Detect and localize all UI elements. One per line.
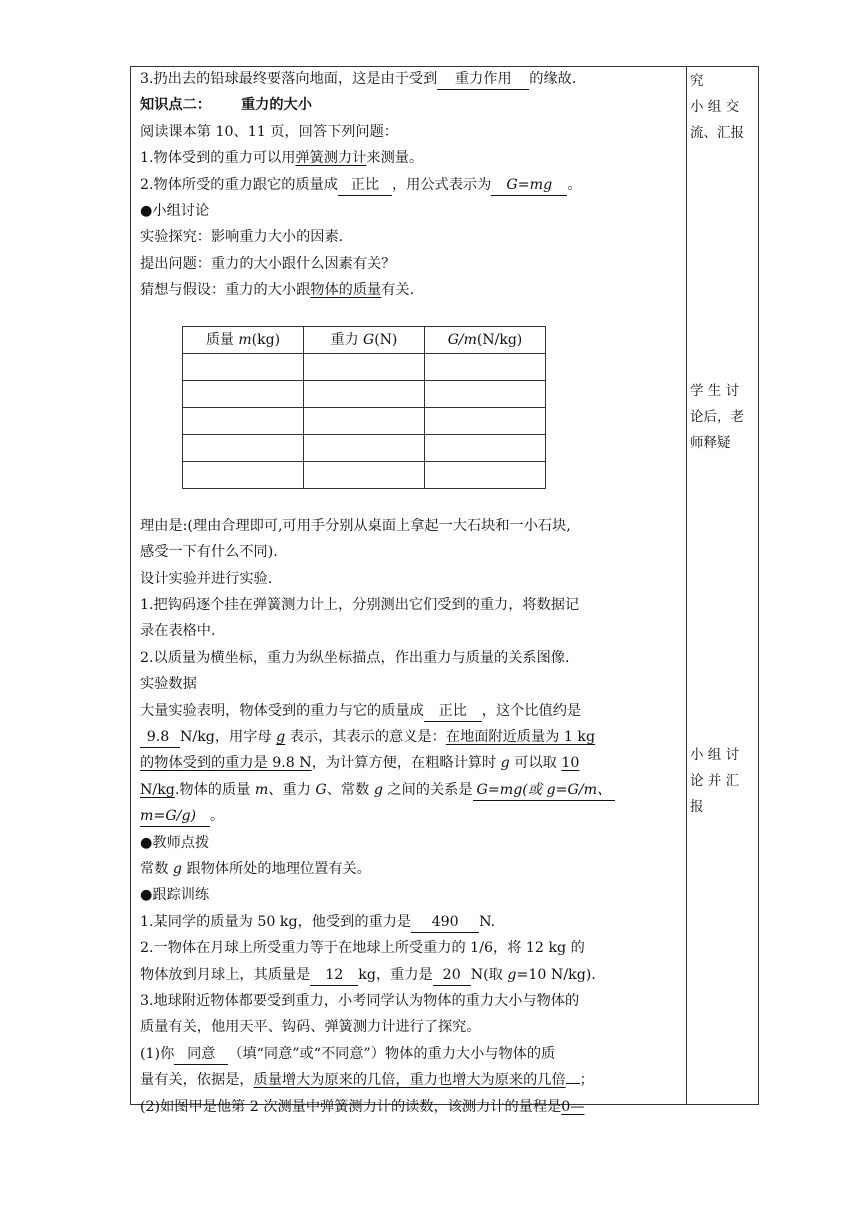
conclusion-line-5 bbox=[140, 803, 680, 829]
header-ratio: G/m(N/kg) bbox=[425, 326, 546, 353]
answer-blank: 490 bbox=[411, 912, 479, 933]
text: ； bbox=[579, 1072, 594, 1089]
conclusion-line-4 bbox=[140, 777, 680, 803]
answer-underline: 在地面附近质量为 1 kg bbox=[445, 729, 596, 746]
text: 1.某同学的质量为 50 kg，他受到的重力是 bbox=[140, 913, 412, 930]
text: ，用公式表示为 bbox=[391, 176, 492, 193]
side-note-line: 小 组 讨 bbox=[690, 747, 740, 763]
training-3-line-1: 3.地球附近物体都要受到重力，小考同学认为物体的重力大小与物体的 bbox=[140, 992, 580, 1009]
symbol-g: g bbox=[276, 729, 286, 746]
training-3-line-5 bbox=[140, 1094, 680, 1120]
table-cell[interactable] bbox=[425, 353, 546, 380]
text: N. bbox=[479, 913, 496, 930]
text: 有关. bbox=[381, 282, 415, 299]
heading-label: 知识点二： bbox=[140, 97, 211, 114]
group-discussion-heading: ●小组讨论 bbox=[140, 202, 210, 219]
table-row bbox=[183, 380, 546, 407]
knowledge-point-heading bbox=[140, 92, 680, 118]
experiment-line: 实验探究：影响重力大小的因素. bbox=[140, 229, 344, 246]
training-3-line-4 bbox=[140, 1067, 680, 1093]
table-cell[interactable] bbox=[304, 353, 425, 380]
text: 常数 bbox=[140, 861, 173, 877]
symbol-g: g bbox=[172, 861, 182, 877]
answer-blank: G=mg(或 g=G/m、 bbox=[473, 780, 616, 801]
answer-blank: 20 bbox=[433, 965, 471, 986]
answer-underline: 质量增大为原来的几倍，重力也增大为原来的几倍 bbox=[253, 1072, 566, 1089]
side-note-line: 学 生 讨 bbox=[690, 383, 740, 399]
answer-underline: 的物体受到的重力是 9.8 N bbox=[140, 755, 312, 772]
teacher-guide-heading: ●教师点拨 bbox=[140, 834, 210, 851]
answer-underline: 0— bbox=[561, 1098, 585, 1115]
table-row bbox=[183, 407, 546, 434]
text: 大量实验表明，物体受到的重力与它的质量成 bbox=[140, 702, 424, 719]
text: 。 bbox=[210, 808, 225, 825]
answer-blank: 9.8 bbox=[140, 727, 180, 748]
teacher-note bbox=[140, 856, 680, 882]
symbol-G: G bbox=[315, 781, 327, 798]
question-2 bbox=[140, 172, 680, 198]
table-row bbox=[183, 461, 546, 488]
text: 来测量。 bbox=[366, 150, 424, 167]
table-cell[interactable] bbox=[183, 434, 304, 461]
read-instruction: 阅读课本第 10、11 页，回答下列问题： bbox=[140, 123, 398, 140]
training-2-line-2 bbox=[140, 962, 680, 988]
answer-underline: 物体的质量 bbox=[310, 282, 382, 299]
text: 量有关，依据是， bbox=[140, 1072, 254, 1089]
table-row bbox=[183, 434, 546, 461]
table-cell[interactable] bbox=[425, 380, 546, 407]
step-2-line: 2.以质量为横坐标，重力为纵坐标描点，作出重力与质量的关系图像. bbox=[140, 649, 570, 666]
training-3-line-2: 质量有关，他用天平、钩码、弹簧测力计进行了探究。 bbox=[140, 1019, 481, 1036]
text: 猜想与假设：重力的大小跟 bbox=[140, 282, 311, 299]
data-title: 实验数据 bbox=[140, 676, 197, 693]
table-row bbox=[183, 353, 546, 380]
follow-training-heading: ●跟踪训练 bbox=[140, 887, 210, 904]
answer-blank: m=G/g) bbox=[140, 806, 210, 827]
side-note-line: 究 bbox=[690, 73, 704, 89]
answer-blank: 正比 bbox=[338, 175, 392, 196]
text: N/kg，用字母 bbox=[180, 729, 277, 746]
text: 、重力 bbox=[268, 781, 316, 798]
table-cell[interactable] bbox=[425, 407, 546, 434]
text: （填“同意”或“不同意”）物体的重力大小与物体的质 bbox=[228, 1045, 556, 1062]
table-header-row bbox=[183, 326, 546, 353]
answer-underline: 弹簧测力计 bbox=[295, 150, 367, 167]
text: (2)如图甲是他第 2 次测量中弹簧测力计的读数，该测力计的量程是 bbox=[140, 1098, 562, 1115]
question-line: 提出问题：重力的大小跟什么因素有关？ bbox=[140, 255, 396, 272]
conclusion-line-1 bbox=[140, 698, 680, 724]
table-cell[interactable] bbox=[304, 380, 425, 407]
table-cell[interactable] bbox=[425, 461, 546, 488]
data-table bbox=[182, 326, 546, 489]
text: 可以取 bbox=[509, 755, 562, 772]
side-note-line: 小 组 交 bbox=[690, 99, 740, 115]
design-line: 设计实验并进行实验. bbox=[140, 570, 273, 587]
step-1-line-1: 1.把钩码逐个挂在弹簧测力计上，分别测出它们受到的重力，将数据记 bbox=[140, 597, 580, 614]
answer-blank: 重力作用 bbox=[437, 69, 529, 90]
symbol-m: m bbox=[254, 781, 269, 798]
table-cell[interactable] bbox=[183, 461, 304, 488]
hypothesis-line bbox=[140, 277, 680, 303]
text: ，为计算方便，在粗略计算时 bbox=[311, 755, 501, 772]
side-note-discussion bbox=[690, 378, 756, 456]
side-note-line: 师释疑 bbox=[690, 435, 731, 451]
symbol-g: g bbox=[500, 755, 510, 772]
column-divider bbox=[686, 66, 687, 1105]
side-note-group-discussion bbox=[690, 742, 756, 820]
main-column bbox=[140, 66, 680, 1120]
training-2-line-1: 2.一物体在月球上所受重力等于在地球上所受重力的 1/6，将 12 kg 的 bbox=[140, 940, 585, 957]
question-1 bbox=[140, 145, 680, 171]
text: 之间的关系是 bbox=[382, 781, 473, 798]
reason-line-2: 感受一下有什么不同). bbox=[140, 544, 278, 561]
answer-blank bbox=[566, 1083, 580, 1084]
text: kg，重力是 bbox=[358, 966, 433, 983]
text: 物体放到月球上，其质量是 bbox=[140, 966, 311, 983]
answer-blank: 正比 bbox=[424, 701, 482, 722]
header-mass: 质量 m(kg) bbox=[183, 326, 304, 353]
reason-line-1: 理由是:(理由合理即可,可用手分别从桌面上拿起一大石块和一小石块, bbox=[140, 517, 571, 534]
intro-line bbox=[140, 66, 680, 92]
header-gravity: 重力 G(N) bbox=[304, 326, 425, 353]
answer-underline: N/kg bbox=[140, 781, 175, 798]
text: =10 N/kg). bbox=[516, 966, 596, 983]
text: 表示，其表示的意义是： bbox=[285, 729, 446, 746]
training-3-line-3 bbox=[140, 1041, 680, 1067]
side-note-line: 流、汇报 bbox=[690, 125, 744, 141]
step-1-line-2: 录在表格中. bbox=[140, 623, 216, 640]
text: (1)你 bbox=[140, 1045, 175, 1062]
text: 3.扔出去的铅球最终要落向地面，这是由于受到 bbox=[140, 71, 438, 87]
table-cell[interactable] bbox=[183, 407, 304, 434]
heading-title: 重力的大小 bbox=[240, 97, 312, 114]
side-note-line: 论 并 汇 bbox=[690, 773, 740, 789]
table-cell[interactable] bbox=[304, 434, 425, 461]
text: .物体的质量 bbox=[174, 781, 255, 798]
table-cell[interactable] bbox=[304, 407, 425, 434]
conclusion-line-3 bbox=[140, 750, 680, 776]
symbol-g: g bbox=[507, 966, 517, 983]
text: 的缘故. bbox=[529, 71, 577, 87]
table-cell[interactable] bbox=[425, 434, 546, 461]
table-cell[interactable] bbox=[304, 461, 425, 488]
table-cell[interactable] bbox=[183, 353, 304, 380]
side-note-line: 报 bbox=[690, 799, 704, 815]
answer-blank: 同意 bbox=[174, 1044, 228, 1065]
text: 跟物体所处的地理位置有关。 bbox=[181, 861, 371, 877]
text: ，这个比值约是 bbox=[481, 702, 582, 719]
conclusion-line-2 bbox=[140, 724, 680, 750]
text: 。 bbox=[567, 176, 582, 193]
training-1 bbox=[140, 909, 680, 935]
text: N(取 bbox=[470, 966, 508, 983]
text: 2.物体所受的重力跟它的质量成 bbox=[140, 176, 338, 193]
answer-underline: 10 bbox=[561, 755, 580, 772]
symbol-g: g bbox=[373, 781, 383, 798]
side-note-group-report bbox=[690, 68, 756, 146]
side-note-line: 论后，老 bbox=[690, 409, 744, 425]
text: 1.物体受到的重力可以用 bbox=[140, 150, 296, 167]
answer-blank: 12 bbox=[310, 965, 358, 986]
answer-blank: G=mg bbox=[491, 175, 567, 196]
table-cell[interactable] bbox=[183, 380, 304, 407]
text: 、常数 bbox=[326, 781, 374, 798]
